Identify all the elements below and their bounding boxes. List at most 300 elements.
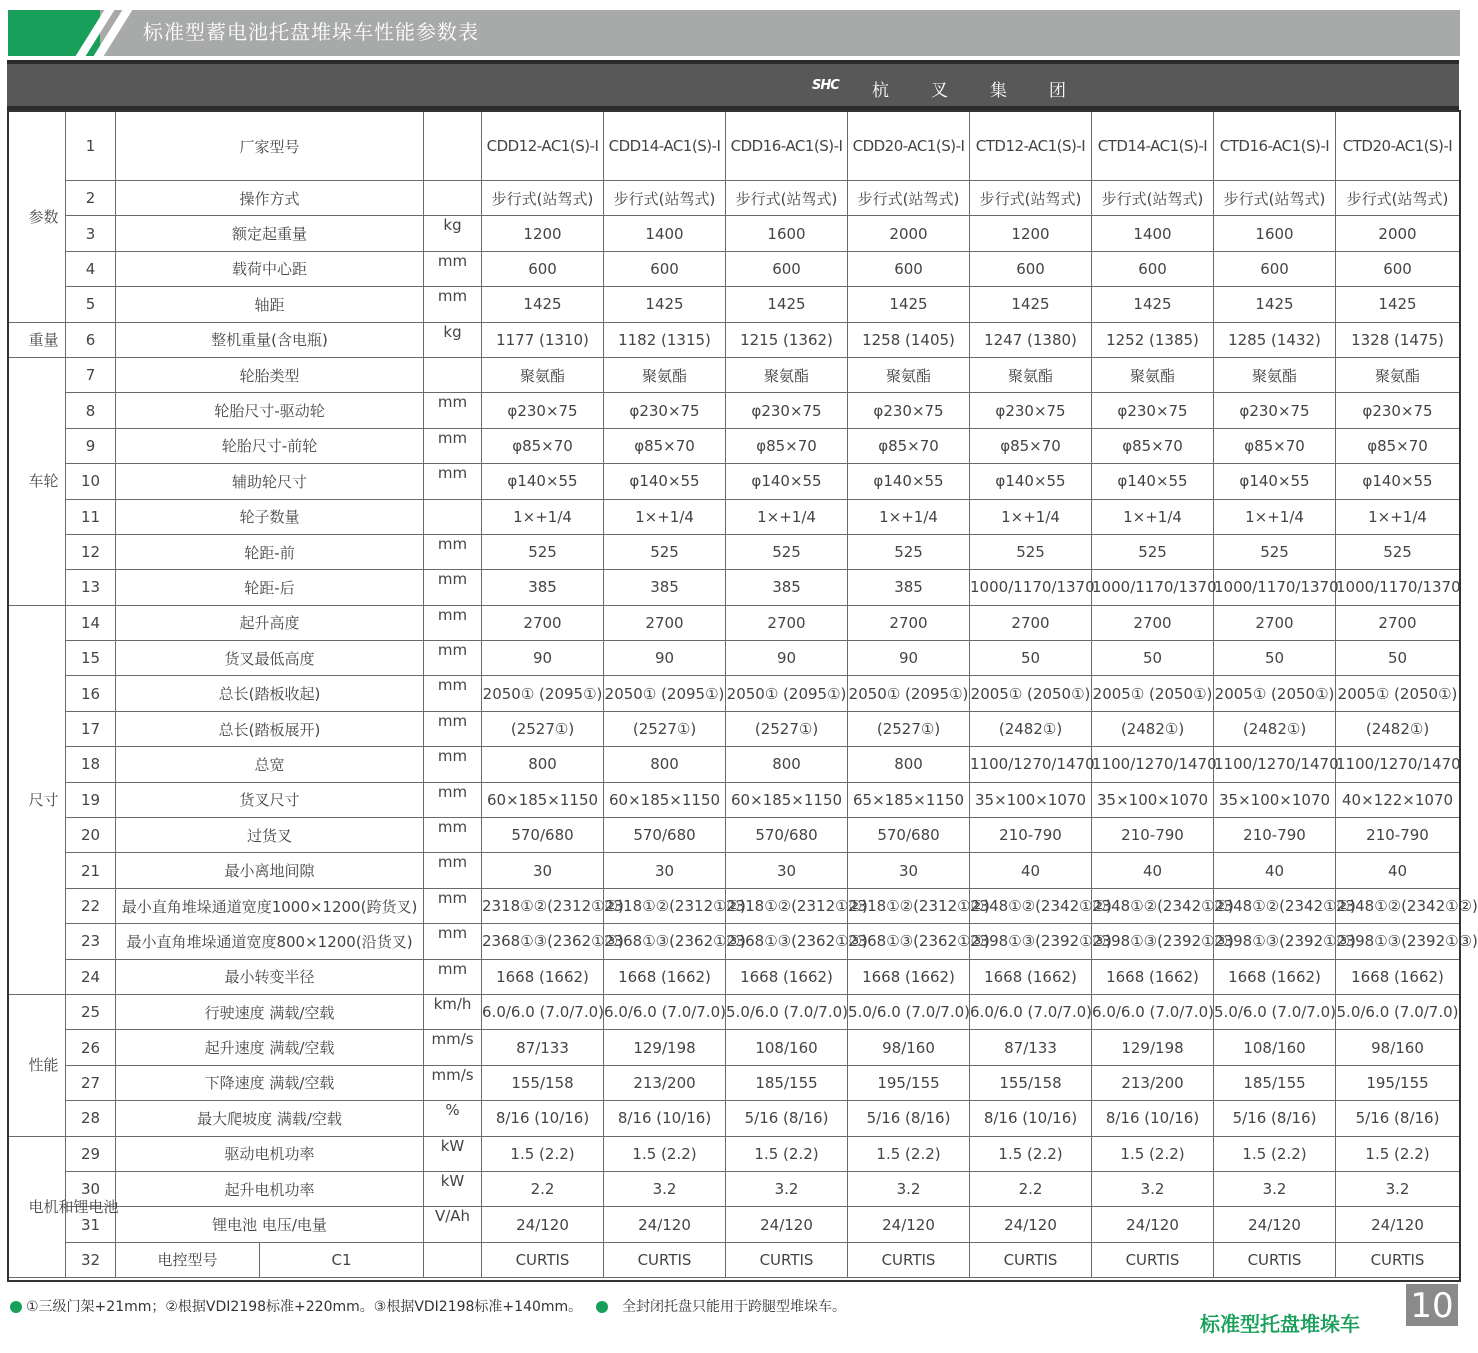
param-unit: mm — [424, 464, 482, 499]
param-value: 2700 — [1092, 605, 1214, 640]
param-value: CDD20-AC1(S)-I — [848, 111, 970, 181]
param-value: 385 — [726, 570, 848, 605]
row-number: 8 — [66, 393, 116, 428]
param-value: 185/155 — [726, 1065, 848, 1100]
param-unit: mm/s — [424, 1065, 482, 1100]
row-number: 7 — [66, 357, 116, 392]
row-number: 4 — [66, 251, 116, 286]
param-value: 8/16 (10/16) — [482, 1101, 604, 1136]
param-value: 2700 — [482, 605, 604, 640]
param-value: φ230×75 — [848, 393, 970, 428]
param-value: 2.2 — [970, 1171, 1092, 1206]
param-value: 1.5 (2.2) — [604, 1136, 726, 1171]
param-value: φ85×70 — [1336, 428, 1460, 463]
param-value: CURTIS — [1214, 1242, 1336, 1277]
spec-table — [7, 110, 1478, 1278]
param-value: φ230×75 — [1092, 393, 1214, 428]
param-value: 1.5 (2.2) — [848, 1136, 970, 1171]
param-value: 1177 (1310) — [482, 322, 604, 357]
param-value: 525 — [848, 534, 970, 569]
param-value: 195/155 — [1336, 1065, 1460, 1100]
param-unit: V/Ah — [424, 1207, 482, 1242]
param-value: 2005① (2050①) — [1214, 676, 1336, 711]
param-unit — [424, 181, 482, 216]
param-value: CDD14-AC1(S)-I — [604, 111, 726, 181]
param-name: 最小直角堆垛通道宽度800×1200(沿货叉) — [116, 924, 424, 959]
row-number: 24 — [66, 959, 116, 994]
param-value: 3.2 — [1336, 1171, 1460, 1206]
param-value: 2050① (2095①) — [482, 676, 604, 711]
row-number: 22 — [66, 888, 116, 923]
param-sub: C1 — [260, 1242, 424, 1277]
param-value: (2482①) — [1214, 711, 1336, 746]
param-name: 总宽 — [116, 747, 424, 782]
param-value: 1000/1170/1370 — [1214, 570, 1336, 605]
param-value: 2348①②(2342①②) — [1214, 888, 1336, 923]
param-unit: mm — [424, 641, 482, 676]
param-value: 30 — [482, 853, 604, 888]
param-value: φ140×55 — [726, 464, 848, 499]
param-value: 24/120 — [726, 1207, 848, 1242]
param-value: 2398①③(2392①③) — [1092, 924, 1214, 959]
param-name: 驱动电机功率 — [116, 1136, 424, 1171]
row-number: 26 — [66, 1030, 116, 1065]
param-value: φ140×55 — [604, 464, 726, 499]
param-value: 600 — [970, 251, 1092, 286]
brand-name: 杭叉集团 — [872, 81, 1108, 101]
row-number: 19 — [66, 782, 116, 817]
param-value: 155/158 — [482, 1065, 604, 1100]
param-value: 1668 (1662) — [1214, 959, 1336, 994]
footnote-text: ①三级门架+21mm；②根据VDI2198标准+220mm。③根据VDI2198标准+140mm。 — [26, 1299, 583, 1315]
param-value: 40 — [1214, 853, 1336, 888]
param-value: 600 — [1092, 251, 1214, 286]
param-value: 8/16 (10/16) — [604, 1101, 726, 1136]
table-row — [8, 605, 1460, 640]
param-name: 轮距-前 — [116, 534, 424, 569]
param-unit: kW — [424, 1171, 482, 1206]
param-unit — [424, 499, 482, 534]
spec-table-wrap — [7, 60, 1478, 1282]
param-value: 3.2 — [848, 1171, 970, 1206]
param-value: CTD16-AC1(S)-I — [1214, 111, 1336, 181]
param-value: 30 — [726, 853, 848, 888]
param-value: 1×+1/4 — [1336, 499, 1460, 534]
param-value: 24/120 — [482, 1207, 604, 1242]
param-unit: mm — [424, 393, 482, 428]
param-value: 2368①③(2362①③) — [848, 924, 970, 959]
param-value: 聚氨酯 — [1336, 357, 1460, 392]
param-value: 570/680 — [482, 818, 604, 853]
param-name: 电控型号 — [116, 1242, 260, 1277]
param-value: 90 — [726, 641, 848, 676]
param-value: 2700 — [1336, 605, 1460, 640]
table-row — [8, 747, 1460, 782]
category-label — [8, 605, 66, 994]
param-value: 24/120 — [1336, 1207, 1460, 1242]
row-number: 11 — [66, 499, 116, 534]
table-row — [8, 1242, 1460, 1277]
param-name: 总长(踏板收起) — [116, 676, 424, 711]
row-number: 6 — [66, 322, 116, 357]
param-value: 2700 — [726, 605, 848, 640]
param-value: 90 — [604, 641, 726, 676]
param-name: 起升电机功率 — [116, 1171, 424, 1206]
param-value: 525 — [970, 534, 1092, 569]
table-row — [8, 181, 1460, 216]
param-value: 600 — [1214, 251, 1336, 286]
param-value: CURTIS — [482, 1242, 604, 1277]
param-value: 195/155 — [848, 1065, 970, 1100]
param-value: 40 — [1092, 853, 1214, 888]
row-number: 32 — [66, 1242, 116, 1277]
param-name: 最小离地间隙 — [116, 853, 424, 888]
param-value: 5/16 (8/16) — [848, 1101, 970, 1136]
param-value: 3.2 — [1214, 1171, 1336, 1206]
table-row — [8, 1030, 1460, 1065]
param-value: 570/680 — [848, 818, 970, 853]
table-row — [8, 1171, 1460, 1206]
param-value: 5.0/6.0 (7.0/7.0) — [1336, 994, 1460, 1029]
category-text: 尺寸 — [28, 790, 59, 809]
param-unit: mm — [424, 747, 482, 782]
param-unit: mm — [424, 924, 482, 959]
page-number: 10 — [1406, 1284, 1458, 1326]
param-value: 1.5 (2.2) — [1214, 1136, 1336, 1171]
param-value: 1×+1/4 — [1092, 499, 1214, 534]
param-value: 40 — [1336, 853, 1460, 888]
param-unit — [424, 1242, 482, 1277]
param-value: φ230×75 — [1214, 393, 1336, 428]
param-value: 1.5 (2.2) — [1092, 1136, 1214, 1171]
param-value: 1400 — [1092, 216, 1214, 251]
param-value: 5/16 (8/16) — [726, 1101, 848, 1136]
param-unit: % — [424, 1101, 482, 1136]
row-number: 28 — [66, 1101, 116, 1136]
param-value: 525 — [1092, 534, 1214, 569]
param-value: 1328 (1475) — [1336, 322, 1460, 357]
param-value: 800 — [848, 747, 970, 782]
param-value: 聚氨酯 — [970, 357, 1092, 392]
param-value: 2368①③(2362①③) — [726, 924, 848, 959]
param-value: 35×100×1070 — [970, 782, 1092, 817]
table-row — [8, 888, 1460, 923]
param-value: CURTIS — [726, 1242, 848, 1277]
param-value: CURTIS — [848, 1242, 970, 1277]
row-number: 13 — [66, 570, 116, 605]
param-value: CDD16-AC1(S)-I — [726, 111, 848, 181]
param-name: 锂电池 电压/电量 — [116, 1207, 424, 1242]
param-value: 聚氨酯 — [1092, 357, 1214, 392]
param-value: CURTIS — [604, 1242, 726, 1277]
param-value: φ140×55 — [848, 464, 970, 499]
row-number: 12 — [66, 534, 116, 569]
param-value: 1182 (1315) — [604, 322, 726, 357]
param-value: 1285 (1432) — [1214, 322, 1336, 357]
param-value: φ140×55 — [970, 464, 1092, 499]
param-value: 60×185×1150 — [726, 782, 848, 817]
param-value: 2700 — [970, 605, 1092, 640]
param-value: 35×100×1070 — [1092, 782, 1214, 817]
param-name: 厂家型号 — [116, 111, 424, 181]
param-value: 1668 (1662) — [604, 959, 726, 994]
param-value: 1215 (1362) — [726, 322, 848, 357]
row-number: 14 — [66, 605, 116, 640]
param-value: 525 — [604, 534, 726, 569]
param-value: 5.0/6.0 (7.0/7.0) — [726, 994, 848, 1029]
param-value: 2348①②(2342①②) — [1092, 888, 1214, 923]
param-value: 525 — [1214, 534, 1336, 569]
param-value: 1600 — [1214, 216, 1336, 251]
param-value: 1425 — [1336, 287, 1460, 322]
row-number: 2 — [66, 181, 116, 216]
param-name: 起升速度 满载/空载 — [116, 1030, 424, 1065]
param-value: 24/120 — [1214, 1207, 1336, 1242]
table-row — [8, 111, 1460, 181]
param-value: 600 — [848, 251, 970, 286]
param-name: 货叉最低高度 — [116, 641, 424, 676]
param-value: 108/160 — [1214, 1030, 1336, 1065]
param-value: 385 — [604, 570, 726, 605]
param-value: 2005① (2050①) — [1336, 676, 1460, 711]
param-value: 600 — [604, 251, 726, 286]
page-title: 标准型蓄电池托盘堆垛车性能参数表 — [143, 20, 479, 44]
param-value: 6.0/6.0 (7.0/7.0) — [482, 994, 604, 1029]
param-unit: mm — [424, 287, 482, 322]
param-value: 步行式(站驾式) — [1336, 181, 1460, 216]
param-value: 1425 — [1214, 287, 1336, 322]
param-value: 210-790 — [970, 818, 1092, 853]
param-value: 1668 (1662) — [1336, 959, 1460, 994]
param-value: 2318①②(2312①②) — [604, 888, 726, 923]
param-name: 轮胎尺寸-前轮 — [116, 428, 424, 463]
param-value: 213/200 — [1092, 1065, 1214, 1100]
param-unit: mm — [424, 251, 482, 286]
param-value: 385 — [848, 570, 970, 605]
param-value: 步行式(站驾式) — [848, 181, 970, 216]
param-value: CDD12-AC1(S)-I — [482, 111, 604, 181]
category-text: 电机和锂电池 — [28, 1197, 119, 1216]
param-value: 90 — [482, 641, 604, 676]
param-name: 行驶速度 满载/空载 — [116, 994, 424, 1029]
param-value: 570/680 — [726, 818, 848, 853]
param-value: 87/133 — [482, 1030, 604, 1065]
bullet-icon — [596, 1301, 608, 1313]
category-text: 性能 — [28, 1056, 59, 1075]
param-value: 1200 — [970, 216, 1092, 251]
param-name: 轮子数量 — [116, 499, 424, 534]
param-value: 210-790 — [1336, 818, 1460, 853]
table-row — [8, 959, 1460, 994]
param-value: 129/198 — [604, 1030, 726, 1065]
param-value: 3.2 — [726, 1171, 848, 1206]
param-value: φ230×75 — [726, 393, 848, 428]
table-row — [8, 287, 1460, 322]
param-unit: mm — [424, 782, 482, 817]
param-value: 1×+1/4 — [726, 499, 848, 534]
param-value: 步行式(站驾式) — [604, 181, 726, 216]
param-value: 525 — [1336, 534, 1460, 569]
param-value: 2005① (2050①) — [1092, 676, 1214, 711]
param-value: φ230×75 — [970, 393, 1092, 428]
param-value: 525 — [482, 534, 604, 569]
param-name: 最小转变半径 — [116, 959, 424, 994]
param-unit: mm — [424, 570, 482, 605]
param-unit: mm/s — [424, 1030, 482, 1065]
param-value: 525 — [726, 534, 848, 569]
category-label — [8, 357, 66, 605]
param-value: 3.2 — [604, 1171, 726, 1206]
param-value: 1×+1/4 — [604, 499, 726, 534]
param-name: 额定起重量 — [116, 216, 424, 251]
param-unit: mm — [424, 818, 482, 853]
param-unit — [424, 357, 482, 392]
category-text: 参数 — [28, 207, 59, 226]
table-row — [8, 428, 1460, 463]
row-number: 25 — [66, 994, 116, 1029]
param-value: 213/200 — [604, 1065, 726, 1100]
param-value: 210-790 — [1214, 818, 1336, 853]
table-row — [8, 1207, 1460, 1242]
param-value: 2398①③(2392①③) — [1336, 924, 1460, 959]
param-value: 1425 — [1092, 287, 1214, 322]
row-number: 5 — [66, 287, 116, 322]
param-value: 2368①③(2362①③) — [482, 924, 604, 959]
param-value: 800 — [482, 747, 604, 782]
param-value: 108/160 — [726, 1030, 848, 1065]
param-value: 1425 — [726, 287, 848, 322]
param-value: 600 — [482, 251, 604, 286]
param-value: 8/16 (10/16) — [970, 1101, 1092, 1136]
param-value: 30 — [848, 853, 970, 888]
param-name: 总长(踏板展开) — [116, 711, 424, 746]
table-row — [8, 641, 1460, 676]
row-number: 9 — [66, 428, 116, 463]
param-value: 98/160 — [1336, 1030, 1460, 1065]
table-row — [8, 711, 1460, 746]
row-number: 17 — [66, 711, 116, 746]
param-value: 600 — [1336, 251, 1460, 286]
param-value: φ230×75 — [482, 393, 604, 428]
table-row — [8, 676, 1460, 711]
param-value: φ85×70 — [604, 428, 726, 463]
param-value: 2700 — [848, 605, 970, 640]
param-value: 129/198 — [1092, 1030, 1214, 1065]
param-value: 2.2 — [482, 1171, 604, 1206]
param-value: φ85×70 — [1214, 428, 1336, 463]
param-value: 1668 (1662) — [970, 959, 1092, 994]
param-value: 1.5 (2.2) — [482, 1136, 604, 1171]
param-value: (2482①) — [1336, 711, 1460, 746]
param-name: 轮胎类型 — [116, 357, 424, 392]
category-label — [8, 322, 66, 357]
param-name: 货叉尺寸 — [116, 782, 424, 817]
param-value: 24/120 — [848, 1207, 970, 1242]
param-value: 2398①③(2392①③) — [970, 924, 1092, 959]
param-value: 1258 (1405) — [848, 322, 970, 357]
param-value: 40×122×1070 — [1336, 782, 1460, 817]
param-unit: mm — [424, 534, 482, 569]
param-value: φ230×75 — [604, 393, 726, 428]
param-unit: mm — [424, 711, 482, 746]
param-value: 5/16 (8/16) — [1336, 1101, 1460, 1136]
param-value: 50 — [1336, 641, 1460, 676]
param-value: 聚氨酯 — [726, 357, 848, 392]
param-name: 载荷中心距 — [116, 251, 424, 286]
table-row — [8, 464, 1460, 499]
series-label: 标准型托盘堆垛车 — [1200, 1312, 1360, 1336]
param-value: 570/680 — [604, 818, 726, 853]
table-row — [8, 570, 1460, 605]
param-value: 1100/1270/1470 — [1092, 747, 1214, 782]
table-row — [8, 322, 1460, 357]
param-value: 1425 — [604, 287, 726, 322]
param-value: (2527①) — [726, 711, 848, 746]
param-unit: km/h — [424, 994, 482, 1029]
param-value: 50 — [1214, 641, 1336, 676]
param-value: 5.0/6.0 (7.0/7.0) — [848, 994, 970, 1029]
param-value: 聚氨酯 — [848, 357, 970, 392]
param-value: 1668 (1662) — [848, 959, 970, 994]
param-value: 90 — [848, 641, 970, 676]
param-value: CTD12-AC1(S)-I — [970, 111, 1092, 181]
param-value: 2050① (2095①) — [848, 676, 970, 711]
param-value: 65×185×1150 — [848, 782, 970, 817]
brand-logo: SHC — [812, 78, 839, 93]
table-row — [8, 853, 1460, 888]
table-row — [8, 216, 1460, 251]
param-value: 5/16 (8/16) — [1214, 1101, 1336, 1136]
param-value: 3.2 — [1092, 1171, 1214, 1206]
param-value: (2527①) — [482, 711, 604, 746]
table-row — [8, 1101, 1460, 1136]
param-value: 1668 (1662) — [482, 959, 604, 994]
category-label — [8, 994, 66, 1136]
param-value: 87/133 — [970, 1030, 1092, 1065]
row-number: 15 — [66, 641, 116, 676]
param-value: 1000/1170/1370 — [1336, 570, 1460, 605]
param-value: 1668 (1662) — [726, 959, 848, 994]
footnote-2 — [596, 1296, 846, 1316]
param-value: CTD20-AC1(S)-I — [1336, 111, 1460, 181]
row-number: 18 — [66, 747, 116, 782]
param-value: 2700 — [604, 605, 726, 640]
param-unit: mm — [424, 605, 482, 640]
footnote-2-text: 全封闭托盘只能用于跨腿型堆垛车。 — [622, 1299, 846, 1315]
param-value: 1.5 (2.2) — [726, 1136, 848, 1171]
param-value: 2700 — [1214, 605, 1336, 640]
param-value: φ85×70 — [970, 428, 1092, 463]
row-number: 3 — [66, 216, 116, 251]
row-number: 10 — [66, 464, 116, 499]
param-value: 1425 — [848, 287, 970, 322]
param-name: 轮胎尺寸-驱动轮 — [116, 393, 424, 428]
param-name: 轮距-后 — [116, 570, 424, 605]
param-value: 1×+1/4 — [848, 499, 970, 534]
row-number: 20 — [66, 818, 116, 853]
param-value: 聚氨酯 — [1214, 357, 1336, 392]
table-row — [8, 393, 1460, 428]
param-name: 下降速度 满载/空载 — [116, 1065, 424, 1100]
table-row — [8, 924, 1460, 959]
row-number: 31 — [66, 1207, 116, 1242]
param-value: 1×+1/4 — [482, 499, 604, 534]
param-value: 6.0/6.0 (7.0/7.0) — [604, 994, 726, 1029]
param-value: 185/155 — [1214, 1065, 1336, 1100]
param-value: 2000 — [848, 216, 970, 251]
param-value: 1668 (1662) — [1092, 959, 1214, 994]
param-value: 1000/1170/1370 — [970, 570, 1092, 605]
